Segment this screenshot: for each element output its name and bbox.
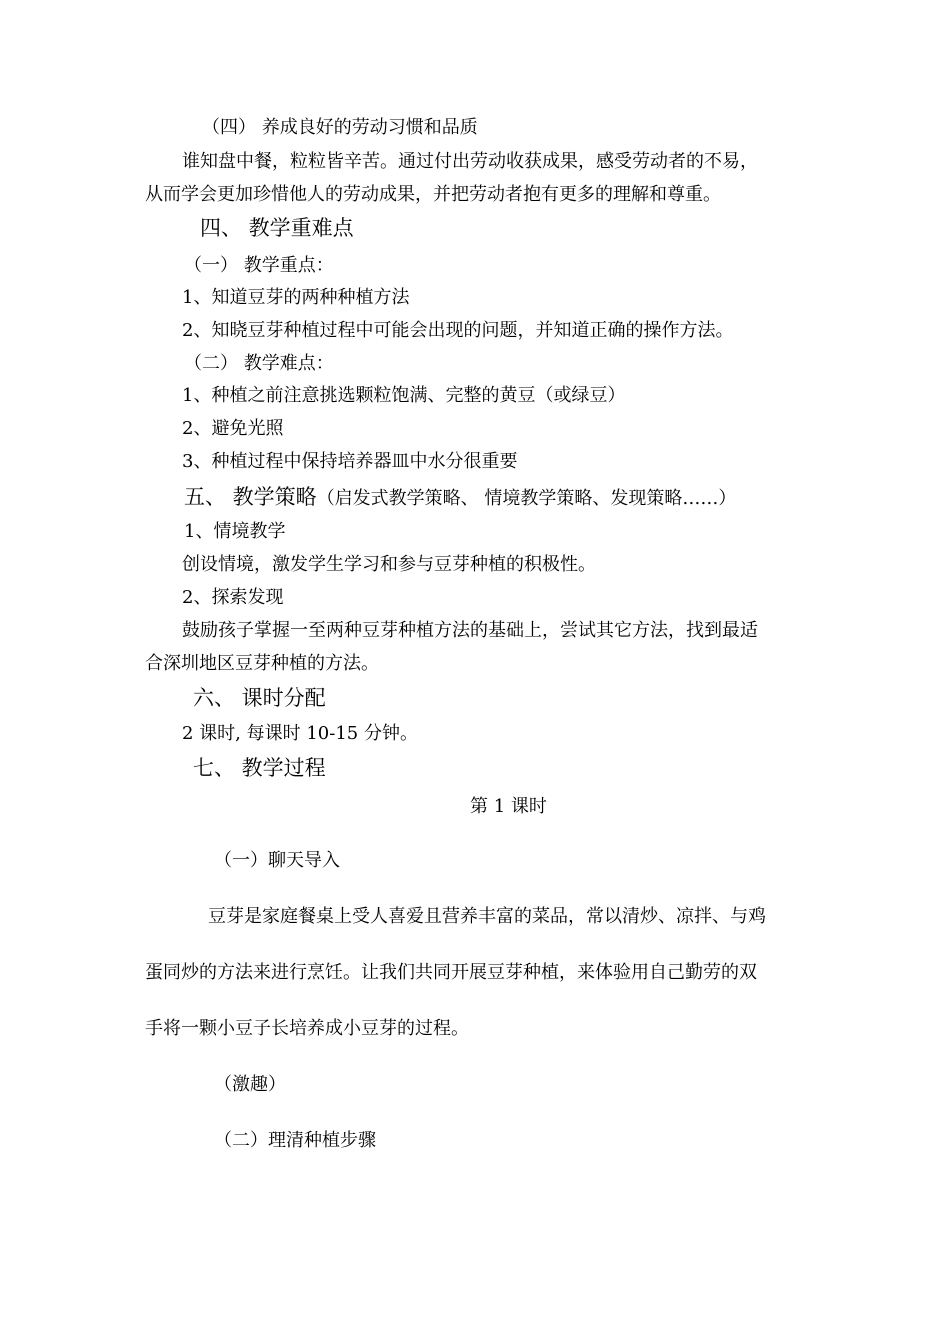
paragraph-line: 豆芽是家庭餐桌上受人喜爱且营养丰富的菜品，常以清炒、凉拌、与鸡: [208, 906, 766, 927]
list-item: 1、种植之前注意挑选颗粒饱满、完整的黄豆（或绿豆）: [182, 385, 626, 406]
key-points-heading: （一） 教学重点：: [184, 255, 334, 276]
part-1-heading: （一）聊天导入: [214, 850, 340, 871]
heading-note: （启发式教学策略、 情境教学策略、发现策略……）: [316, 488, 737, 509]
part-2-heading: （二）理清种植步骤: [214, 1130, 376, 1151]
heading-key-difficult-points: 四、 教学重难点: [200, 216, 354, 240]
list-item: 2、知晓豆芽种植过程中可能会出现的问题，并知道正确的操作方法。: [182, 320, 734, 341]
lesson-title: 第 1 课时: [470, 796, 547, 817]
paragraph-line: 谁知盘中餐，粒粒皆辛苦。通过付出劳动收获成果，感受劳动者的不易，: [182, 151, 758, 172]
paragraph-line: 鼓励孩子掌握一至两种豆芽种植方法的基础上，尝试其它方法，找到最适: [182, 620, 758, 641]
strategy-item: 1、情境教学: [184, 521, 286, 542]
list-item: 3、种植过程中保持培养器皿中水分很重要: [182, 451, 518, 472]
list-item: 1、知道豆芽的两种种植方法: [182, 287, 410, 308]
paragraph-line: 手将一颗小豆子长培养成小豆芽的过程。: [145, 1018, 469, 1039]
difficult-points-heading: （二） 教学难点：: [184, 353, 334, 374]
heading-teaching-process: 七、 教学过程: [193, 756, 326, 780]
paragraph-line: 蛋同炒的方法来进行烹饪。让我们共同开展豆芽种植，来体验用自己勤劳的双: [145, 962, 757, 983]
heading-class-hours: 六、 课时分配: [193, 686, 326, 710]
strategy-item: 2、探索发现: [182, 587, 284, 608]
heading-teaching-strategy: [184, 483, 736, 511]
heading-main: 五、 教学策略: [184, 485, 317, 509]
paragraph-line: 合深圳地区豆芽种植的方法。: [145, 653, 379, 674]
paragraph-line: 2 课时, 每课时 10-15 分钟。: [182, 723, 418, 744]
note: （激趣）: [214, 1074, 286, 1095]
paragraph-line: 从而学会更加珍惜他人的劳动成果，并把劳动者抱有更多的理解和尊重。: [145, 184, 721, 205]
section-4-heading: （四） 养成良好的劳动习惯和品质: [202, 117, 478, 138]
paragraph-line: 创设情境，激发学生学习和参与豆芽种植的积极性。: [182, 554, 596, 575]
list-item: 2、避免光照: [182, 418, 284, 439]
